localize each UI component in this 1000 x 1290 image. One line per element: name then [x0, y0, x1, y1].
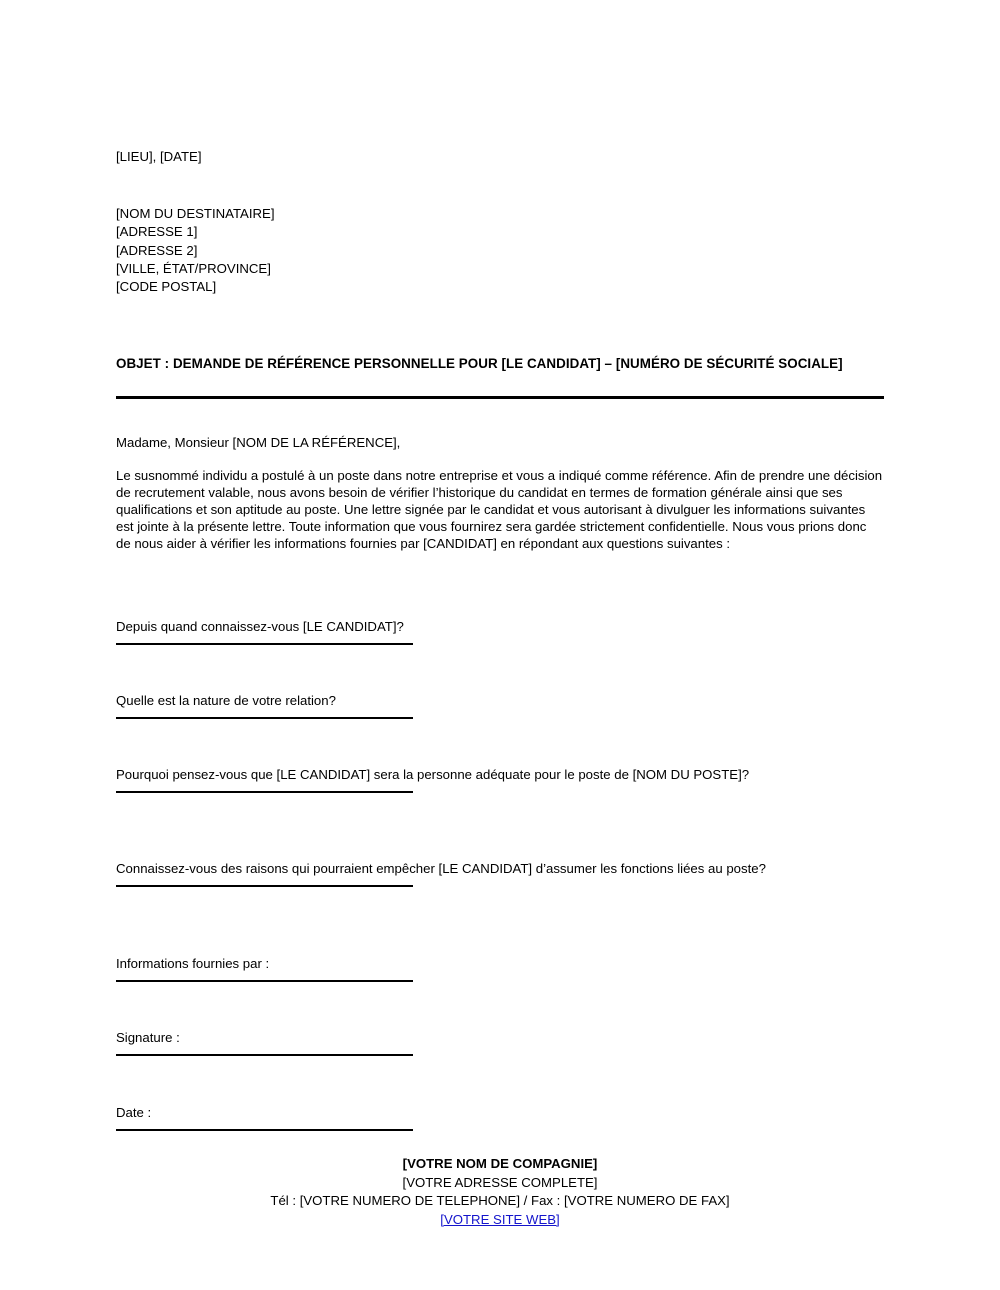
field-line-informations-fournies-par[interactable] [116, 980, 413, 982]
recipient-address2-line: [ADRESSE 2] [116, 242, 198, 258]
document-footer [116, 1155, 884, 1229]
question-text-1: Depuis quand connaissez-vous [LE CANDIDAT]? [116, 619, 404, 634]
recipient-address1-line: [ADRESSE 1] [116, 224, 198, 240]
field-label-informations-fournies-par: Informations fournies par : [116, 956, 270, 971]
body-paragraph: Le susnommé individu a postulé à un poste dans notre entreprise et vous a indiqué comme référence. Afin de prendre une décision de recrutement valable, nous avons besoin de vérifier l’historique du candidat en termes de formation générale ainsi que ses qualifications et son aptitude au poste. Une lettre signée par le candidat et vous autorisant à divulguer les informations suivantes est jointe à la présente lettre. Toute information que vous fournirez sera gardée strictement confidentielle. Nous vous prions donc de nous aider à vérifier les informations fournies par [CANDIDAT] en répondant aux questions suivantes : [116, 468, 883, 552]
field-label-date: Date : [116, 1105, 152, 1120]
subject-divider-rule [116, 396, 884, 399]
recipient-name-line: [NOM DU DESTINATAIRE] [116, 206, 275, 221]
footer-contact: Tél : [VOTRE NUMERO DE TELEPHONE] / Fax : [VOTRE NUMERO DE FAX] [270, 1193, 730, 1209]
field-line-signature[interactable] [116, 1054, 413, 1056]
field-block-informations-fournies-par [116, 955, 884, 982]
recipient-city-state-line: [VILLE, ÉTAT/PROVINCE] [116, 260, 271, 276]
footer-address: [VOTRE ADRESSE COMPLETE] [402, 1174, 598, 1190]
field-line-date[interactable] [116, 1129, 413, 1131]
answer-line-1[interactable] [116, 643, 413, 645]
answer-line-4[interactable] [116, 885, 413, 887]
footer-company-name: [VOTRE NOM DE COMPAGNIE] [402, 1156, 598, 1171]
field-block-signature [116, 1029, 884, 1056]
field-label-signature: Signature : [116, 1030, 180, 1045]
question-block-4 [116, 860, 884, 887]
question-block-2 [116, 692, 884, 719]
date-place-line: [LIEU], [DATE] [116, 149, 202, 164]
recipient-postal-code-line: [CODE POSTAL] [116, 279, 217, 295]
salutation-line: Madame, Monsieur [NOM DE LA RÉFÉRENCE], [116, 435, 401, 450]
question-text-3: Pourquoi pensez-vous que [LE CANDIDAT] sera la personne adéquate pour le poste de [NOM DU POSTE]? [116, 767, 750, 782]
question-block-1 [116, 618, 884, 645]
question-block-3 [116, 766, 884, 793]
footer-website-link[interactable]: [VOTRE SITE WEB] [440, 1211, 560, 1227]
footer-website-row [116, 1211, 884, 1230]
field-block-date [116, 1104, 884, 1131]
subject-heading: OBJET : DEMANDE DE RÉFÉRENCE PERSONNELLE POUR [LE CANDIDAT] – [NUMÉRO DE SÉCURITÉ SOCIALE] [116, 356, 843, 371]
question-text-2: Quelle est la nature de votre relation? [116, 693, 336, 708]
answer-line-2[interactable] [116, 717, 413, 719]
question-text-4: Connaissez-vous des raisons qui pourraient empêcher [LE CANDIDAT] d’assumer les fonctions liées au poste? [116, 861, 766, 876]
recipient-address-block [116, 205, 275, 296]
answer-line-3[interactable] [116, 791, 413, 793]
